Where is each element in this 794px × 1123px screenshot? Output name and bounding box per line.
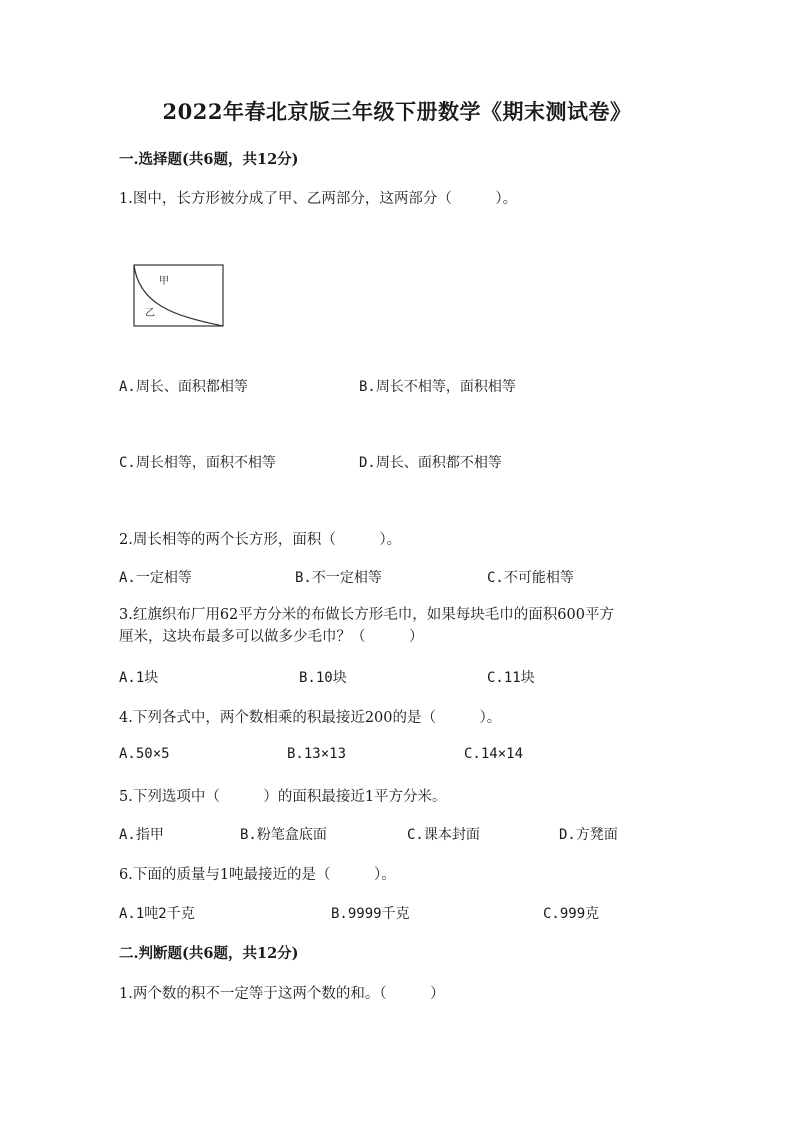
question-3-text-line1: 3.红旗织布厂用62平方分米的布做长方形毛巾，如果每块毛巾的面积600平方 [119,607,614,623]
figure-label-jia: 甲 [159,276,169,287]
question-6-text: 6.下面的质量与1吨最接近的是（ ）。 [119,867,396,883]
q1-option-b: B.周长不相等，面积相等 [359,379,516,395]
page-title: 2022年春北京版三年级下册数学《期末测试卷》 [162,99,632,124]
q3-option-a: A.1块 [119,670,159,686]
question-2-text: 2.周长相等的两个长方形，面积（ ）。 [119,532,402,548]
question-5-text: 5.下列选项中（ ）的面积最接近1平方分米。 [119,789,447,805]
q6-option-b: B.9999千克 [331,906,410,922]
q4-option-a: A.50×5 [119,746,170,762]
q5-option-a: A.指甲 [119,827,164,843]
figure-label-yi: 乙 [145,308,155,319]
question-3-text-line2: 厘米，这块布最多可以做多少毛巾？（ ） [119,629,424,645]
rectangle-figure [133,264,225,328]
section-heading-judgment: 二.判断题(共6题，共12分) [119,945,299,962]
q2-option-b: B.不一定相等 [295,570,382,586]
q5-option-b: B.粉笔盒底面 [240,827,327,843]
q3-option-c: C.11块 [487,670,535,686]
q1-option-c: C.周长相等，面积不相等 [119,455,276,471]
section-heading-choice: 一.选择题(共6题，共12分) [119,151,299,168]
q4-option-b: B.13×13 [287,746,347,762]
q2-option-a: A.一定相等 [119,570,192,586]
q1-option-d: D.周长、面积都不相等 [359,455,502,471]
q3-option-b: B.10块 [299,670,347,686]
q1-option-a: A.周长、面积都相等 [119,379,248,395]
q5-option-d: D.方凳面 [559,827,618,843]
judgment-question-1-text: 1.两个数的积不一定等于这两个数的和。（ ） [119,986,445,1002]
q6-option-a: A.1吨2千克 [119,906,195,922]
q2-option-c: C.不可能相等 [487,570,574,586]
question-4-text: 4.下列各式中，两个数相乘的积最接近200的是（ ）。 [119,710,502,726]
q5-option-c: C.课本封面 [407,827,480,843]
question-1-text: 1.图中，长方形被分成了甲、乙两部分，这两部分（ ）。 [119,191,518,207]
q6-option-c: C.999克 [543,906,600,922]
q4-option-c: C.14×14 [464,746,524,762]
